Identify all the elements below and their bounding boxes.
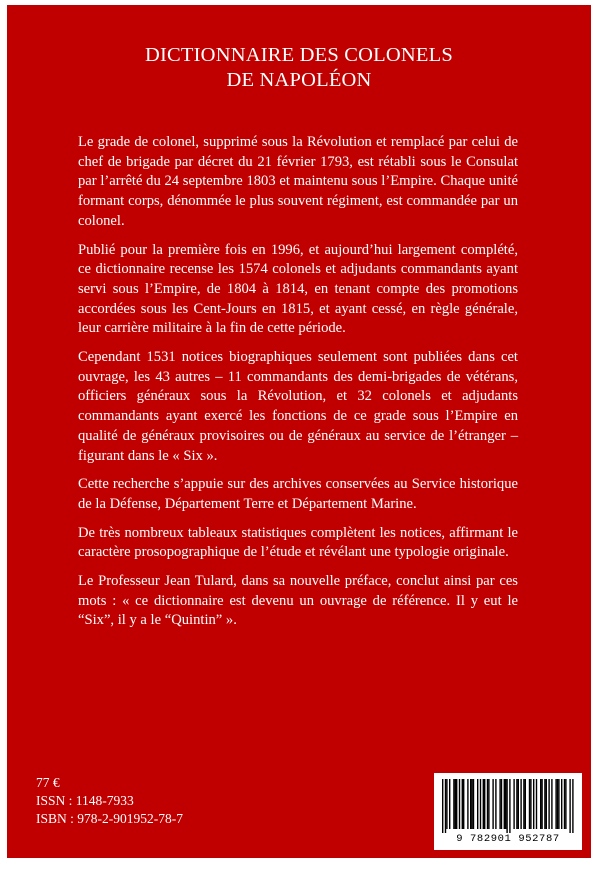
price: 77 € xyxy=(36,775,60,790)
barcode-bar xyxy=(533,779,534,829)
barcode-bar xyxy=(483,779,484,829)
barcode-bar xyxy=(509,779,510,833)
barcode-bar xyxy=(548,779,549,829)
barcode-bar xyxy=(558,779,559,829)
barcode-bar xyxy=(492,779,493,829)
barcode-bar xyxy=(484,779,485,829)
barcode-bar xyxy=(544,779,545,829)
barcode-bar xyxy=(518,779,519,829)
barcode-bar xyxy=(529,779,530,829)
barcode-bar xyxy=(473,779,474,829)
blurb-paragraph: Cependant 1531 notices biographiques seulement sont publiées dans cet ouvrage, les 43 autres – 11 commandants des demi-brigades de vétérans, officiers généraux sous la Révolution, et 32 colonels et adjudants commandants ayant exercé les fonctions de ce grade sous l’Empire en qualité de généraux provisoires ou de généraux au service de l’étranger – figurant dans le « Six ». xyxy=(78,349,518,464)
barcode-bar xyxy=(504,779,505,829)
barcode-bar xyxy=(516,779,517,829)
barcode-bar xyxy=(530,779,531,829)
barcode-bar xyxy=(487,779,488,829)
blurb-paragraph: De très nombreux tableaux statistiques complètent les notices, affirmant le caractère prosopographique de l’étude et révélant une typologie originale. xyxy=(78,524,518,561)
barcode-bar xyxy=(501,779,502,829)
barcode-bars xyxy=(440,779,576,833)
barcode-bar xyxy=(525,779,526,829)
barcode-bar xyxy=(569,779,570,833)
barcode-bar xyxy=(446,779,447,829)
barcode-bar xyxy=(480,779,481,829)
barcode-bar xyxy=(555,779,556,829)
barcode xyxy=(434,773,582,850)
barcode-bar xyxy=(459,779,460,829)
barcode-bar xyxy=(495,779,496,829)
blurb xyxy=(78,133,518,640)
barcode-bar xyxy=(467,779,468,829)
blurb-paragraph: Cette recherche s’appuie sur des archives conservées au Service historique de la Défense, Département Terre et Département Marine. xyxy=(78,476,518,512)
barcode-bar xyxy=(455,779,456,829)
barcode-bar xyxy=(463,779,464,829)
back-cover xyxy=(7,5,591,858)
barcode-bar xyxy=(462,779,463,829)
title-line-2: DE NAPOLÉON xyxy=(226,69,372,91)
title-line-1: DICTIONNAIRE DES COLONELS xyxy=(145,44,453,66)
barcode-bar xyxy=(572,779,573,833)
issn: ISSN : 1148-7933 xyxy=(36,793,134,808)
barcode-bar xyxy=(499,779,500,829)
page-edge xyxy=(591,0,602,870)
barcode-bar xyxy=(505,779,506,829)
blurb-paragraph: Le grade de colonel, supprimé sous la Révolution et remplacé par celui de chef de brigade par décret du 21 février 1793, est rétabli sous le Consulat par l’arrêté du 24 septembre 1803 et maintenu sous l’Empire. Chaque unité formant corps, dénommée le plus souvent régiment, est commandée par un colonel. xyxy=(78,134,518,229)
blurb-paragraph: Le Professeur Jean Tulard, dans sa nouvelle préface, conclut ainsi par ces mots : « ce dictionnaire est devenu un ouvrage de référence. Il y eut le “Six”, il y a le “Quintin” ». xyxy=(78,573,518,629)
barcode-bar xyxy=(471,779,472,829)
barcode-bar xyxy=(546,779,547,829)
barcode-bar xyxy=(564,779,565,829)
publication-info xyxy=(36,774,183,828)
isbn: ISBN : 978-2-901952-78-7 xyxy=(36,811,183,826)
barcode-bar xyxy=(449,779,450,829)
barcode-bar xyxy=(536,779,537,829)
barcode-digits: 9 782901 952787 xyxy=(456,833,560,845)
barcode-bar xyxy=(561,779,562,829)
barcode-bar xyxy=(551,779,552,829)
barcode-bar xyxy=(513,779,514,829)
barcode-bar xyxy=(520,779,521,829)
book-title xyxy=(7,43,591,93)
barcode-bar xyxy=(541,779,542,829)
barcode-bar xyxy=(540,779,541,829)
barcode-bar xyxy=(557,779,558,829)
barcode-bar xyxy=(453,779,454,829)
barcode-bar xyxy=(488,779,489,829)
barcode-bar xyxy=(445,779,446,833)
barcode-bar xyxy=(470,779,471,829)
blurb-paragraph: Publié pour la première fois en 1996, et aujourd’hui largement complété, ce dictionnaire recense les 1574 colonels et adjudants commandants ayant servi sous l’Empire, de 1804 à 1814, en tenant compte des promotions accordées sous les Cent-Jours en 1815, et ayant cessé, en règle générale, leur carrière militaire à la fin de cette période. xyxy=(78,241,518,337)
barcode-bar xyxy=(442,779,443,833)
barcode-bar xyxy=(506,779,507,833)
barcode-bar xyxy=(456,779,457,829)
barcode-bar xyxy=(523,779,524,829)
barcode-bar xyxy=(565,779,566,829)
barcode-bar xyxy=(477,779,478,829)
